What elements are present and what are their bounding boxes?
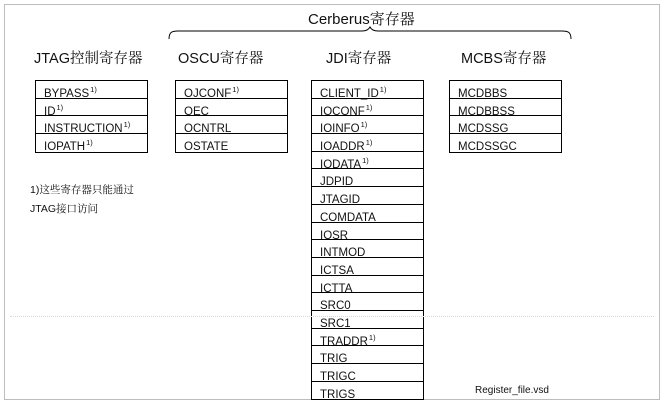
register-name: OSTATE: [184, 141, 229, 154]
page-break-line: [10, 316, 654, 317]
register-name: MCDBBS: [458, 88, 508, 100]
register-cell: [312, 382, 423, 400]
register-cell: [312, 329, 423, 347]
register-name: TRADDR: [320, 335, 368, 348]
register-name: COMDATA: [320, 211, 376, 224]
register-name: IOINFO: [320, 123, 360, 136]
register-name: ICTTA: [320, 282, 353, 295]
footnote-line-2: JTAG接口访问: [30, 203, 99, 215]
register-name: INTMOD: [320, 247, 366, 260]
register-cell: [36, 99, 147, 117]
register-cell: [312, 205, 423, 223]
footnote-marker: 1): [379, 85, 387, 94]
footnote-marker: 1): [232, 85, 239, 94]
footnote-marker: 1): [86, 138, 93, 148]
register-cell: [312, 187, 423, 205]
register-cell: [450, 116, 561, 134]
footnote-marker: 1): [360, 120, 368, 130]
register-name: TRIGC: [320, 371, 356, 383]
register-name: OJCONF: [184, 88, 232, 100]
register-cell: [312, 169, 423, 187]
mcbs-group-heading: MCBS寄存器: [461, 51, 547, 67]
register-cell: [36, 116, 147, 134]
register-cell: [450, 134, 561, 152]
register-name: OEC: [184, 105, 209, 118]
footnote-marker: 1): [90, 85, 97, 94]
mcbs-register-list: [449, 80, 562, 153]
jtag-register-list: [35, 80, 148, 153]
register-name: IOADDR: [320, 141, 365, 154]
register-cell: [176, 116, 287, 134]
register-cell: [36, 134, 147, 152]
jtag-group-heading: JTAG控制寄存器: [34, 51, 143, 67]
oscu-register-list: [175, 80, 288, 153]
footnote-marker: 1): [123, 120, 131, 130]
register-cell: [312, 223, 423, 241]
register-name: BYPASS: [44, 88, 90, 100]
register-cell: [312, 152, 423, 170]
oscu-group-heading: OSCU寄存器: [178, 51, 264, 67]
footnote-marker: 1): [365, 102, 373, 112]
register-cell: [312, 276, 423, 294]
register-cell: [312, 346, 423, 364]
register-cell: [176, 134, 287, 152]
register-name: MCDSSGC: [458, 141, 517, 154]
jdi-group-heading: JDI寄存器: [326, 51, 392, 67]
footnote-marker: 1): [56, 102, 64, 112]
register-cell: [312, 99, 423, 117]
register-cell: [312, 293, 423, 311]
register-cell: [312, 364, 423, 382]
register-name: IODATA: [320, 158, 362, 171]
register-name: INSTRUCTION: [44, 123, 123, 136]
register-name: MCDBBSS: [458, 105, 515, 118]
diagram-title: Cerberus寄存器: [308, 11, 415, 28]
group-brace: [168, 26, 572, 40]
register-name: IOPATH: [44, 141, 86, 154]
file-name-label: Register_file.vsd: [475, 385, 549, 396]
register-name: IOCONF: [320, 105, 365, 118]
footnote-marker: 1): [368, 332, 376, 342]
register-name: OCNTRL: [184, 123, 232, 136]
register-name: JTAGID: [320, 194, 361, 207]
register-cell: [176, 81, 287, 99]
register-cell: [176, 99, 287, 117]
footnote-line-1: 1)这些寄存器只能通过: [30, 184, 134, 196]
register-name: TRIG: [320, 353, 348, 366]
register-cell: [312, 134, 423, 152]
register-cell: [450, 81, 561, 99]
register-name: TRIGS: [320, 388, 356, 401]
register-name: ID: [44, 105, 56, 118]
register-name: SRC0: [320, 300, 351, 313]
register-name: SRC1: [320, 317, 351, 330]
register-name: CLIENT_ID: [320, 88, 379, 100]
register-cell: [312, 258, 423, 276]
footnote-marker: 1): [365, 138, 373, 148]
register-name: JDPID: [320, 176, 354, 189]
register-cell: [450, 99, 561, 117]
jdi-register-list: [311, 80, 424, 400]
register-name: MCDSSG: [458, 123, 509, 136]
register-cell: [36, 81, 147, 99]
register-name: ICTSA: [320, 264, 354, 277]
register-name: IOSR: [320, 229, 349, 242]
register-cell: [312, 311, 423, 329]
register-cell: [312, 240, 423, 258]
register-cell: [312, 116, 423, 134]
footnote-marker: 1): [362, 155, 369, 165]
register-cell: [312, 81, 423, 99]
